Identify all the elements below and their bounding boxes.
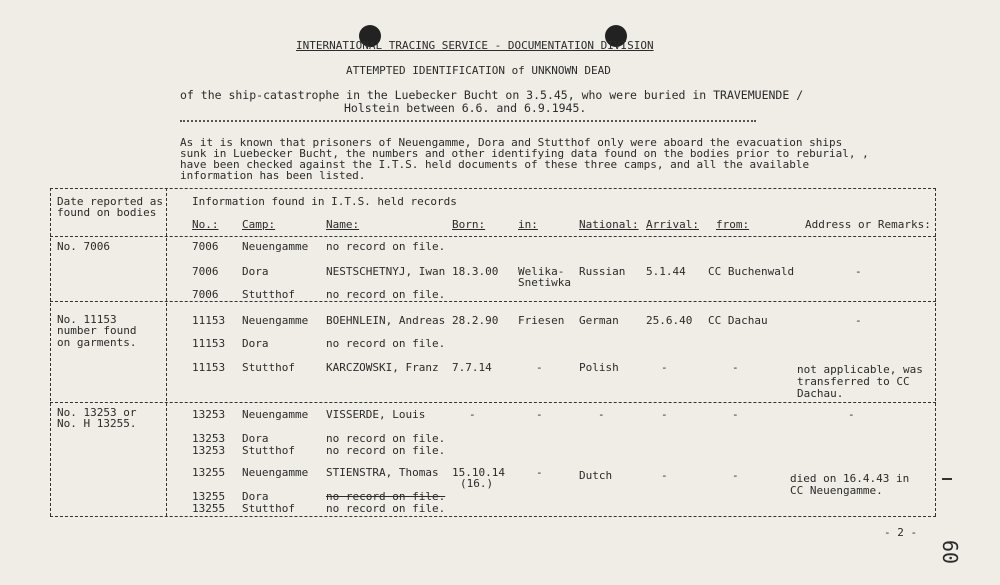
section-label-11153-line-1: No. 11153: [57, 313, 117, 326]
table-border-bottom: [50, 516, 936, 517]
cell-name: no record on file.: [326, 444, 446, 457]
header-name: Name:: [326, 218, 360, 231]
section-divider-2: [50, 402, 936, 403]
cell-no: 11153: [192, 314, 226, 327]
cell-arrival: -: [661, 469, 668, 482]
intro-line-4: information has been listed.: [180, 169, 366, 182]
cell-no: 13253: [192, 408, 226, 421]
cell-remarks-line-2: CC Neuengamme.: [790, 484, 883, 497]
cell-birthplace: -: [536, 408, 543, 421]
header-camp: Camp:: [242, 218, 276, 231]
section-label-13253-line-2: No. H 13255.: [57, 417, 137, 430]
cell-born: 7.7.14: [452, 361, 492, 374]
header-born: Born:: [452, 218, 486, 231]
cell-remarks: -: [855, 265, 862, 278]
cell-remarks: -: [855, 314, 862, 327]
table-border-right: [935, 188, 936, 516]
cell-arrival: -: [661, 361, 668, 374]
header-no: No.:: [192, 218, 219, 231]
cell-camp: Stutthof: [242, 444, 295, 457]
section-divider-1: [50, 301, 936, 302]
cell-born: -: [469, 408, 476, 421]
group-header: Information found in I.T.S. held records: [192, 195, 457, 208]
subject-line-1: of the ship-catastrophe in the Luebecker Bucht on 3.5.45, who were buried in TRAVEMUENDE /: [180, 88, 804, 102]
margin-mark: [942, 478, 952, 480]
header-remarks: Address or Remarks:: [805, 218, 931, 231]
cell-name-struck: no record on file.: [326, 490, 446, 503]
cell-name: no record on file.: [326, 240, 446, 253]
cell-camp: Neuengamme: [242, 240, 309, 253]
cell-birthplace: Friesen: [518, 314, 565, 327]
cell-name: KARCZOWSKI, Franz: [326, 361, 439, 374]
cell-born: 18.3.00: [452, 265, 499, 278]
cell-birthplace-line-1: Welika-: [518, 265, 565, 278]
cell-from: -: [732, 361, 739, 374]
cell-nationality: Russian: [579, 265, 626, 278]
cell-camp: Dora: [242, 432, 269, 445]
cell-name: VISSERDE, Louis: [326, 408, 426, 421]
cell-birthplace: -: [536, 466, 543, 479]
cell-remarks-line-2: transferred to CC: [797, 375, 910, 388]
table-border-top: [50, 188, 936, 189]
cell-remarks-line-3: Dachau.: [797, 387, 844, 400]
cell-from: CC Buchenwald: [708, 265, 795, 278]
cell-from: -: [732, 469, 739, 482]
section-label-13253-line-1: No. 13253 or: [57, 406, 137, 419]
cell-birthplace: -: [536, 361, 543, 374]
table-header-divider: [50, 236, 936, 237]
cell-nationality: Polish: [579, 361, 619, 374]
cell-no: 13255: [192, 466, 226, 479]
header-in: in:: [518, 218, 538, 231]
document-title: ATTEMPTED IDENTIFICATION of UNKNOWN DEAD: [346, 64, 611, 77]
cell-birthplace-line-2: Snetiwka: [518, 276, 571, 289]
cell-camp: Neuengamme: [242, 408, 309, 421]
cell-born: 15.10.14: [452, 466, 505, 479]
intro-line-2: sunk in Luebecker Bucht, the numbers and other identifying data found on the bodies prior to reburial, ,: [180, 147, 869, 160]
cell-nationality: Dutch: [579, 469, 613, 482]
cell-arrival: -: [661, 408, 668, 421]
cell-name: no record on file.: [326, 288, 446, 301]
table-border-left: [50, 188, 51, 516]
col-date-reported-header-line-1: Date reported as: [57, 195, 163, 208]
cell-nationality: German: [579, 314, 619, 327]
header-arrival: Arrival:: [646, 218, 699, 231]
cell-no: 11153: [192, 361, 226, 374]
section-label-11153-line-3: on garments.: [57, 336, 137, 349]
cell-camp: Stutthof: [242, 361, 295, 374]
cell-no: 13255: [192, 490, 226, 503]
cell-camp: Dora: [242, 265, 269, 278]
cell-arrival: 5.1.44: [646, 265, 686, 278]
intro-line-1: As it is known that prisoners of Neuengamme, Dora and Stutthof only were aboard the evacuation ships: [180, 136, 843, 149]
header-from: from:: [716, 218, 750, 231]
cell-name: NESTSCHETNYJ, Iwan: [326, 265, 446, 278]
subject-line-2: Holstein between 6.6. and 6.9.1945.: [344, 101, 587, 115]
cell-camp: Stutthof: [242, 502, 295, 515]
page-number: - 2 -: [884, 526, 918, 539]
cell-no: 7006: [192, 240, 219, 253]
section-label-11153-line-2: number found: [57, 324, 137, 337]
cell-no: 13253: [192, 432, 226, 445]
cell-no: 11153: [192, 337, 226, 350]
cell-no: 13253: [192, 444, 226, 457]
cell-remarks: -: [848, 408, 855, 421]
header-national: National:: [579, 218, 639, 231]
archive-stamp-number: 60: [938, 540, 962, 565]
cell-born-alt: (16.): [460, 477, 494, 490]
cell-name: STIENSTRA, Thomas: [326, 466, 439, 479]
cell-from: -: [732, 408, 739, 421]
section-label-7006: No. 7006: [57, 240, 110, 253]
organization-heading: INTERNATIONAL TRACING SERVICE - DOCUMENTATION DIVISION: [296, 39, 654, 52]
cell-born: 28.2.90: [452, 314, 499, 327]
cell-camp: Dora: [242, 337, 269, 350]
cell-nationality: -: [598, 408, 605, 421]
cell-name: no record on file.: [326, 502, 446, 515]
cell-no: 7006: [192, 288, 219, 301]
intro-line-3: have been checked against the I.T.S. held documents of these three camps, and all the available: [180, 158, 810, 171]
cell-name: no record on file.: [326, 337, 446, 350]
cell-no: 7006: [192, 265, 219, 278]
cell-name: no record on file.: [326, 432, 446, 445]
cell-camp: Stutthof: [242, 288, 295, 301]
cell-camp: Neuengamme: [242, 466, 309, 479]
cell-name: BOEHNLEIN, Andreas: [326, 314, 446, 327]
dotted-separator: [180, 120, 756, 122]
cell-camp: Neuengamme: [242, 314, 309, 327]
cell-no: 13255: [192, 502, 226, 515]
cell-remarks-line-1: not applicable, was: [797, 363, 923, 376]
col-date-reported-header-line-2: found on bodies: [57, 206, 157, 219]
table-column-divider: [166, 188, 167, 516]
cell-remarks-line-1: died on 16.4.43 in: [790, 472, 910, 485]
cell-arrival: 25.6.40: [646, 314, 693, 327]
cell-camp: Dora: [242, 490, 269, 503]
cell-from: CC Dachau: [708, 314, 768, 327]
